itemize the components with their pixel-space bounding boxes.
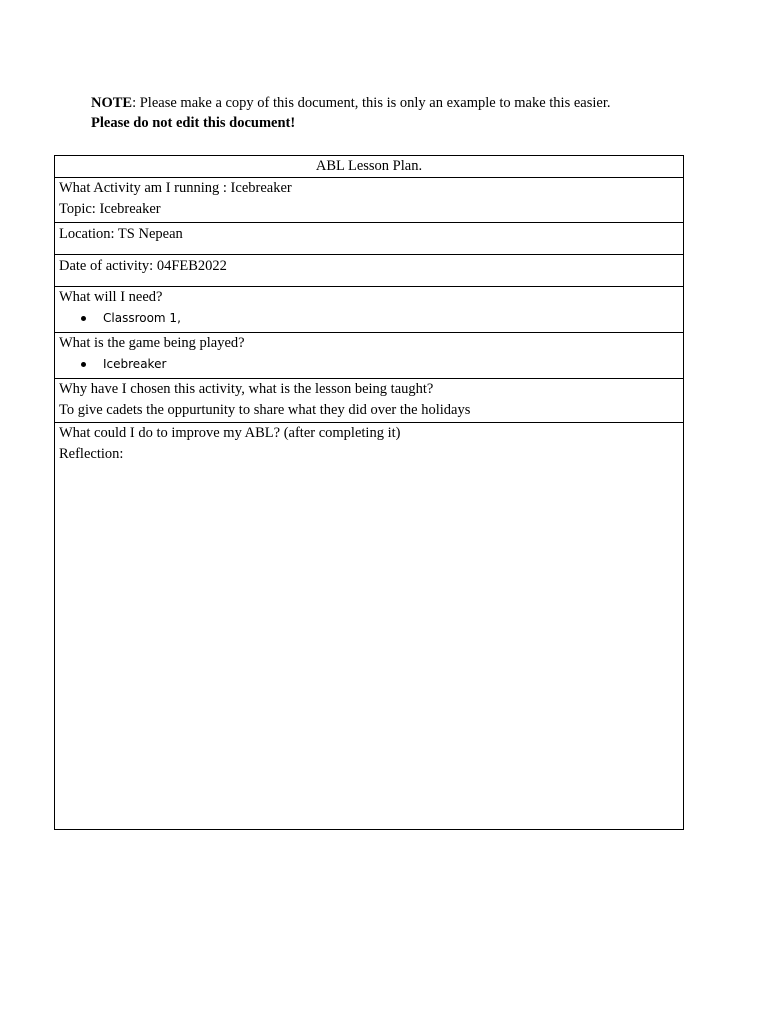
activity-row bbox=[55, 178, 684, 223]
game-question: What is the game being played? bbox=[59, 335, 245, 351]
game-row bbox=[55, 333, 684, 379]
date-text: Date of activity: 04FEB2022 bbox=[59, 258, 227, 274]
needs-list bbox=[59, 309, 683, 328]
note-line bbox=[91, 93, 610, 113]
reflection-cell bbox=[55, 423, 684, 830]
date-row bbox=[55, 255, 684, 287]
note-warning: Please do not edit this document! bbox=[91, 115, 296, 131]
plan-title: ABL Lesson Plan. bbox=[55, 156, 684, 178]
topic-text: Topic: Icebreaker bbox=[59, 201, 161, 217]
game-list bbox=[59, 355, 683, 374]
why-question: Why have I chosen this activity, what is the lesson being taught? bbox=[59, 381, 434, 397]
bullet-icon bbox=[81, 316, 86, 321]
needs-question: What will I need? bbox=[59, 289, 163, 305]
improve-question: What could I do to improve my ABL? (after completing it) bbox=[59, 425, 401, 441]
list-item: Classroom 1, bbox=[103, 309, 683, 328]
why-row bbox=[55, 379, 684, 423]
location-cell bbox=[55, 223, 684, 255]
date-cell bbox=[55, 255, 684, 287]
title-row bbox=[55, 156, 684, 178]
note-block bbox=[91, 93, 610, 133]
activity-text: What Activity am I running : Icebreaker bbox=[59, 180, 292, 196]
reflection-row bbox=[55, 423, 684, 830]
why-cell bbox=[55, 379, 684, 423]
activity-cell bbox=[55, 178, 684, 223]
location-text: Location: TS Nepean bbox=[59, 226, 183, 242]
needs-cell bbox=[55, 287, 684, 333]
bullet-icon bbox=[81, 362, 86, 367]
why-answer: To give cadets the oppurtunity to share what they did over the holidays bbox=[59, 402, 471, 418]
lesson-plan-table bbox=[54, 155, 684, 830]
list-item: Icebreaker bbox=[103, 355, 683, 374]
reflection-label: Reflection: bbox=[59, 446, 124, 462]
note-label: NOTE bbox=[91, 95, 133, 111]
note-text: : Please make a copy of this document, this is only an example to make this easier. bbox=[132, 95, 611, 111]
needs-row bbox=[55, 287, 684, 333]
game-cell bbox=[55, 333, 684, 379]
location-row bbox=[55, 223, 684, 255]
